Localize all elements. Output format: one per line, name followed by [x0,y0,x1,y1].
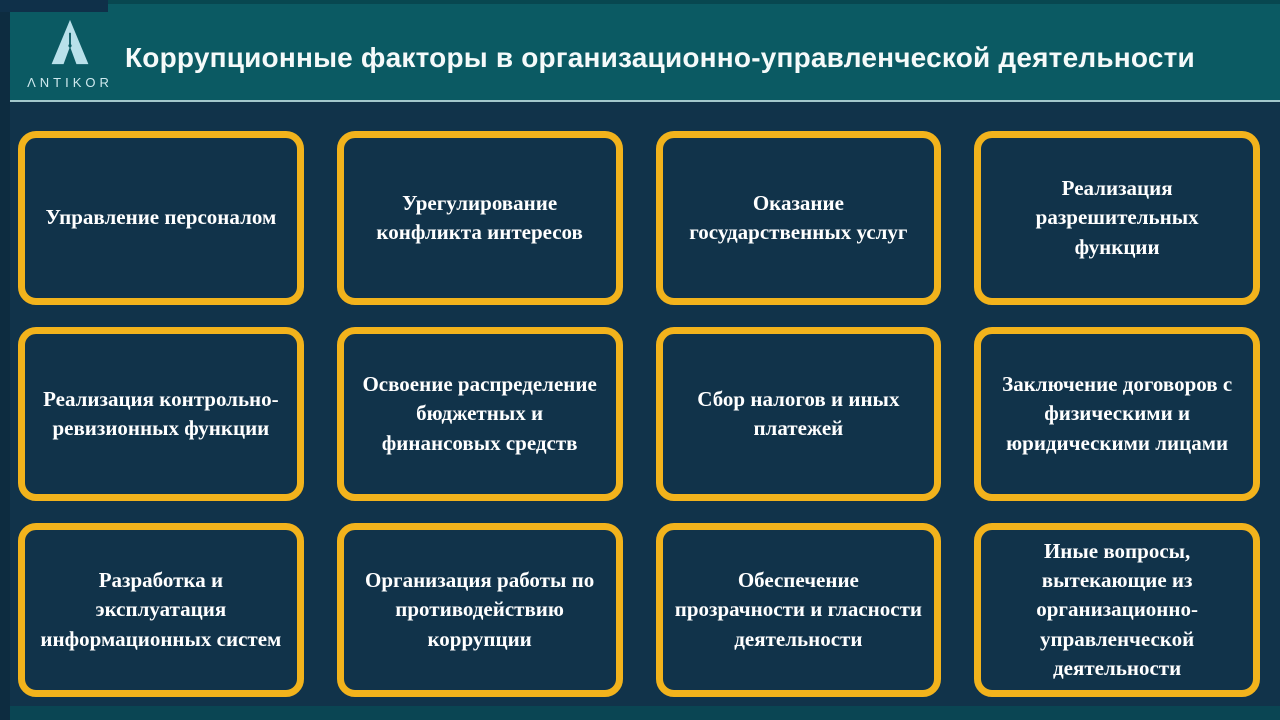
left-edge-strip [0,0,10,720]
slide-title: Коррупционные факторы в организационно-управленческой деятельности [125,42,1195,73]
factor-card: Сбор налогов и иных платежей [656,327,942,501]
header-banner [10,0,1280,102]
factor-card: Обеспечение прозрачности и гласности деятельности [656,523,942,697]
antikor-lambda-icon [47,12,93,72]
factor-card: Урегулирование конфликта интересов [337,131,623,305]
factor-card-grid [18,131,1260,697]
logo-wordmark: ΛNTIKOR [27,75,113,90]
factor-card: Реализация контрольно-ревизионных функции [18,327,304,501]
factor-card: Иные вопросы, вытекающие из организационно-управленческой деятельности [974,523,1260,697]
top-corner-block [0,0,108,12]
factor-card: Управление персоналом [18,131,304,305]
antikor-logo [22,12,118,90]
factor-card: Реализация разрешительных функции [974,131,1260,305]
factor-card: Освоение распределение бюджетных и финансовых средств [337,327,623,501]
factor-card: Заключение договоров с физическими и юридическими лицами [974,327,1260,501]
factor-card: Оказание государственных услуг [656,131,942,305]
factor-card: Разработка и эксплуатация информационных систем [18,523,304,697]
factor-card: Организация работы по противодействию коррупции [337,523,623,697]
bottom-edge-strip [0,706,1280,720]
